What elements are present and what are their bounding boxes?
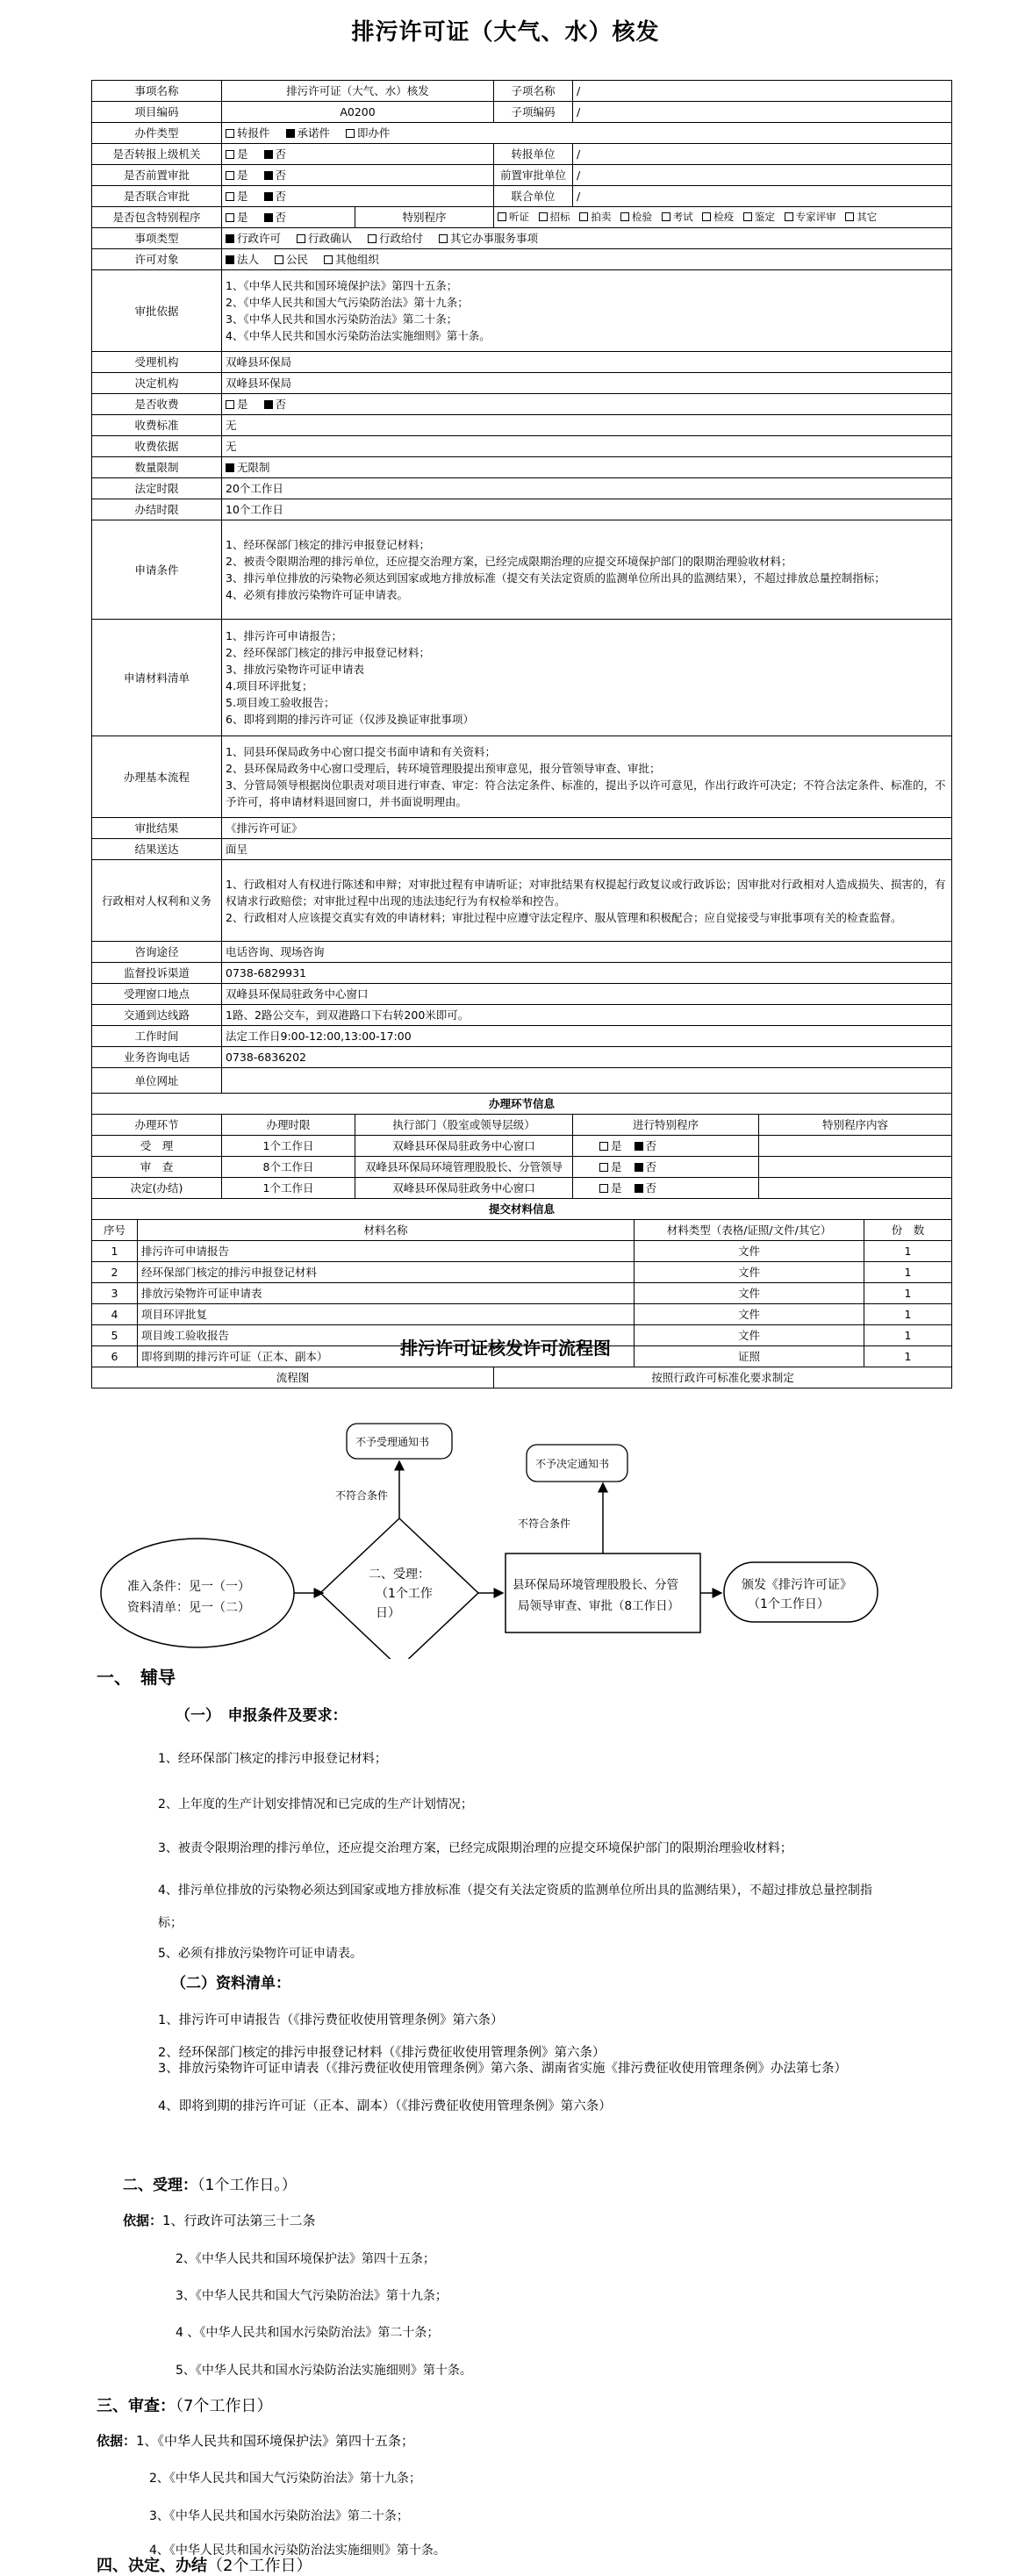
no-option[interactable]: 否 — [635, 1137, 657, 1154]
process-label: 办理基本流程 — [92, 736, 222, 818]
flowchart — [88, 1413, 930, 1659]
rights-label: 行政相对人权利和义务 — [92, 860, 222, 942]
flow-reject-decide-text: 不予决定通知书 — [535, 1458, 610, 1470]
quantity-label: 数量限制 — [92, 457, 222, 478]
checkbox-checked-icon — [264, 171, 273, 180]
transfer-options — [222, 144, 494, 165]
accept-time: （1个工作日。） — [197, 2177, 297, 2194]
flow-review-node — [506, 1553, 700, 1632]
special-option[interactable]: 其它 — [845, 209, 877, 226]
checkbox-icon — [368, 234, 376, 243]
flow-review-text: 局领导审查、审批（8工作日） — [518, 1599, 680, 1613]
delivery-label: 结果送达 — [92, 839, 222, 860]
target-option[interactable]: 公民 — [275, 251, 308, 268]
flow-accept-text: 日） — [376, 1606, 400, 1620]
consult: 电话咨询、现场咨询 — [222, 942, 952, 963]
guide-material: 1、排污许可申请报告（《排污费征收使用管理条例》第六条） — [158, 2013, 504, 2027]
flow-review-text: 县环保局环境管理股股长、分管 — [513, 1578, 678, 1592]
checkbox-icon — [599, 1184, 608, 1193]
quantity-option[interactable]: 无限制 — [226, 459, 270, 476]
guide-condition: 4、排污单位排放的污染物必须达到国家或地方排放标准（提交有关法定资质的监测单位所出具的监测结果），不超过排放总量控制指 — [158, 1884, 872, 1898]
basis-item: 4、《中华人民共和国水污染防治法实施细则》第十条。 — [149, 2544, 446, 2558]
basis-item: 5、《中华人民共和国水污染防治法实施细则》第十条。 — [176, 2364, 472, 2378]
checkbox-icon — [599, 1142, 608, 1151]
type-option-promise[interactable]: 承诺件 — [286, 125, 331, 141]
item-code: A0200 — [222, 102, 494, 123]
front-unit-label: 前置审批单位 — [494, 165, 573, 186]
materials-header: 材料名称 — [138, 1220, 635, 1241]
material-count: 1 — [864, 1241, 952, 1262]
type-option-transfer[interactable]: 转报件 — [226, 125, 270, 141]
steps-header: 进行特别程序 — [573, 1115, 759, 1136]
yes-option[interactable]: 是 — [226, 146, 248, 162]
material-no: 2 — [92, 1262, 138, 1283]
material-count: 1 — [864, 1325, 952, 1346]
guide-condition: 2、上年度的生产计划安排情况和已完成的生产计划情况； — [158, 1797, 473, 1812]
step-special-content — [759, 1157, 952, 1178]
fee-std-label: 收费标准 — [92, 415, 222, 436]
route: 1路、2路公交车，到双港路口下右转200米即可。 — [222, 1005, 952, 1026]
material-name: 排放污染物许可证申请表 — [138, 1283, 635, 1304]
flow-reject-accept-text: 不予受理通知书 — [355, 1436, 430, 1448]
material-name: 项目环评批复 — [138, 1304, 635, 1325]
delivery: 面呈 — [222, 839, 952, 860]
promise-limit: 10个工作日 — [222, 499, 952, 520]
type-options — [222, 123, 952, 144]
transfer-unit-label: 转报单位 — [494, 144, 573, 165]
site — [222, 1068, 952, 1094]
checkbox-checked-icon — [264, 192, 273, 201]
legal-limit-label: 法定时限 — [92, 478, 222, 499]
step-time: 1个工作日 — [222, 1136, 355, 1157]
front-label: 是否前置审批 — [92, 165, 222, 186]
decide-org-label: 决定机构 — [92, 373, 222, 394]
category-label: 事项类型 — [92, 228, 222, 249]
step-dept: 双峰县环保局驻政务中心窗口 — [355, 1136, 573, 1157]
material-type: 文件 — [635, 1283, 864, 1304]
promise-limit-label: 办结时限 — [92, 499, 222, 520]
fee-std: 无 — [222, 415, 952, 436]
sub-code-label: 子项编码 — [494, 102, 573, 123]
basis-item: 4 、《中华人民共和国水污染防治法》第二十条； — [176, 2326, 440, 2340]
checkbox-icon — [226, 129, 234, 138]
accept-heading-line — [123, 2172, 297, 2194]
sub-name-label: 子项名称 — [494, 81, 573, 102]
guide-heading: 一、 辅导 — [97, 1667, 176, 1688]
checkbox-checked-icon — [226, 255, 234, 264]
fee-options — [222, 394, 952, 415]
no-option[interactable]: 否 — [264, 146, 287, 162]
material-type: 文件 — [635, 1241, 864, 1262]
checkbox-icon — [539, 212, 548, 221]
decide-org: 双峰县环保局 — [222, 373, 952, 394]
type-option-instant[interactable]: 即办件 — [346, 125, 391, 141]
material-type: 文件 — [635, 1262, 864, 1283]
special-option[interactable]: 鉴定 — [743, 209, 775, 226]
basis-label: 审批依据 — [92, 270, 222, 352]
checkbox-icon — [702, 212, 711, 221]
item-name: 排污许可证（大气、水）核发 — [222, 81, 494, 102]
review-basis-line — [97, 2431, 414, 2450]
basis-item: 3、《中华人民共和国大气污染防治法》第十九条； — [176, 2289, 448, 2303]
steps-header: 办理环节 — [92, 1115, 222, 1136]
category-options — [222, 228, 952, 249]
review-heading: 三、审查： — [97, 2397, 176, 2415]
sub-name: / — [573, 81, 952, 102]
table-row — [92, 1262, 952, 1283]
category-option[interactable]: 行政确认 — [297, 230, 352, 247]
fee-basis-label: 收费依据 — [92, 436, 222, 457]
materials-header: 材料类型（表格/证照/文件/其它） — [635, 1220, 864, 1241]
material-name: 经环保部门核定的排污申报登记材料 — [138, 1262, 635, 1283]
checkbox-icon — [845, 212, 854, 221]
step-dept: 双峰县环保局驻政务中心窗口 — [355, 1178, 573, 1199]
checkbox-checked-icon — [226, 234, 234, 243]
basis-label: 依据： — [123, 2213, 163, 2228]
checkbox-checked-icon — [226, 463, 234, 472]
step-special — [573, 1136, 759, 1157]
step-name: 受 理 — [92, 1136, 222, 1157]
standard-note: 按照行政许可标准化要求制定 — [494, 1367, 952, 1388]
checkbox-icon — [620, 212, 629, 221]
special-option[interactable]: 检疫 — [702, 209, 734, 226]
guide-condition: 3、被责令限期治理的排污单位，还应提交治理方案，已经完成限期治理的应提交环境保护部门的限期治理验收材料； — [158, 1841, 792, 1855]
quantity-options — [222, 457, 952, 478]
special-option[interactable]: 听证 — [498, 209, 529, 226]
flow-issue-text: 颁发《排污许可证》 — [742, 1578, 852, 1592]
category-option[interactable]: 其它办事服务事项 — [439, 230, 538, 247]
basis-item: 1、《中华人民共和国环境保护法》第四十五条； — [136, 2433, 415, 2449]
material-name: 排污许可申请报告 — [138, 1241, 635, 1262]
decide-time: （2个工作日） — [207, 2557, 312, 2575]
special-prog-options — [494, 207, 952, 228]
steps-title: 办理环节信息 — [92, 1094, 952, 1115]
material-count: 1 — [864, 1283, 952, 1304]
checkbox-icon — [324, 255, 333, 264]
flow-start-text: 准入条件：见一（一） — [127, 1580, 250, 1594]
steps-header: 办理时限 — [222, 1115, 355, 1136]
yes-option[interactable]: 是 — [226, 396, 248, 413]
step-special — [573, 1157, 759, 1178]
basis-content: 1、《中华人民共和国环境保护法》第四十五条； 2、《中华人民共和国大气污染防治法》第十九条； 3、《中华人民共和国水污染防治法》第二十条； 4、《中华人民共和国水污染防治法实施细则》第十条。 — [222, 270, 952, 352]
flow-accept-text: （1个工作 — [376, 1587, 433, 1601]
flow-condition-text: 不符合条件 — [335, 1489, 389, 1502]
special-option[interactable]: 招标 — [539, 209, 570, 226]
no-option[interactable]: 否 — [635, 1180, 657, 1196]
materials-heading: （二）资料清单： — [171, 1975, 290, 1992]
checkbox-icon — [275, 255, 283, 264]
item-name-label: 事项名称 — [92, 81, 222, 102]
no-option[interactable]: 否 — [264, 188, 287, 205]
flow-condition-text: 不符合条件 — [518, 1518, 571, 1530]
checkbox-checked-icon — [635, 1184, 643, 1193]
accept-org: 双峰县环保局 — [222, 352, 952, 373]
window-label: 受理窗口地点 — [92, 984, 222, 1005]
table-row — [92, 1178, 952, 1199]
step-time: 8个工作日 — [222, 1157, 355, 1178]
material-no: 1 — [92, 1241, 138, 1262]
material-no: 6 — [92, 1346, 138, 1367]
yes-option[interactable]: 是 — [599, 1137, 622, 1154]
special-option[interactable]: 拍卖 — [579, 209, 611, 226]
material-type: 文件 — [635, 1304, 864, 1325]
review-heading-line — [97, 2393, 272, 2416]
conditions-content: 1、经环保部门核定的排污申报登记材料； 2、被责令限期治理的排污单位，还应提交治理方案，已经完成限期治理的应提交环境保护部门的限期治理验收材料； 3、排污单位排放的污染物必须达到国家或地方排放标准（提交有关法定资质的监测单位所出具的监测结果），不超过排放总量控制指标； 4、必须有排放污染物许可证申请表。 — [222, 520, 952, 620]
no-option[interactable]: 否 — [635, 1159, 657, 1175]
checkbox-icon — [498, 212, 506, 221]
process-content: 1、同县环保局政务中心窗口提交书面申请和有关资料； 2、县环保局政务中心窗口受理后，转环境管理股提出预审意见，报分管领导审查、审批； 3、分管局领导根据岗位职责对项目进行审查、审定：符合法定条件、标准的，提出予以许可意见，作出行政许可决定；不符合法定条件、标准的，不予许可，将申请材料退回窗口，并书面说明理由。 — [222, 736, 952, 818]
table-row — [92, 1283, 952, 1304]
checkbox-icon — [785, 212, 793, 221]
steps-header: 执行部门（股室或领导层级） — [355, 1115, 573, 1136]
material-name: 即将到期的排污许可证（正本、副本） — [138, 1346, 635, 1367]
type-label: 办件类型 — [92, 123, 222, 144]
guide-condition: 标； — [158, 1916, 183, 1930]
checkbox-icon — [599, 1163, 608, 1172]
flowchart-title: 排污许可证核发许可流程图 — [400, 1338, 611, 1359]
joint-unit-label: 联合单位 — [494, 186, 573, 207]
checkbox-checked-icon — [635, 1163, 643, 1172]
flow-issue-node — [724, 1562, 878, 1622]
target-label: 许可对象 — [92, 249, 222, 270]
guide-material: 3、排放污染物许可证申请表（《排污费征收使用管理条例》第六条、湖南省实施《排污费征收使用管理条例》办法第七条） — [158, 2062, 847, 2076]
conditions-label: 申请条件 — [92, 520, 222, 620]
accept-org-label: 受理机构 — [92, 352, 222, 373]
materials-label: 申请材料清单 — [92, 620, 222, 736]
special-option[interactable]: 专家评审 — [785, 209, 836, 226]
page-title: 排污许可证（大气、水）核发 — [351, 19, 660, 46]
checkbox-checked-icon — [264, 400, 273, 409]
phone: 0738-6836202 — [222, 1047, 952, 1068]
checkbox-icon — [297, 234, 305, 243]
step-special — [573, 1178, 759, 1199]
material-count: 1 — [864, 1304, 952, 1325]
checkbox-icon — [226, 192, 234, 201]
result-label: 审批结果 — [92, 818, 222, 839]
materials-header: 份 数 — [864, 1220, 952, 1241]
category-option[interactable]: 行政许可 — [226, 230, 281, 247]
checkbox-checked-icon — [264, 150, 273, 159]
step-special-content — [759, 1136, 952, 1157]
material-count: 1 — [864, 1346, 952, 1367]
materials-title: 提交材料信息 — [92, 1199, 952, 1220]
window: 双峰县环保局驻政务中心窗口 — [222, 984, 952, 1005]
phone-label: 业务咨询电话 — [92, 1047, 222, 1068]
transfer-unit: / — [573, 144, 952, 165]
basis-label: 依据： — [97, 2433, 137, 2449]
flow-accept-text: 二、受理： — [369, 1568, 430, 1582]
material-type: 文件 — [635, 1325, 864, 1346]
material-no: 3 — [92, 1283, 138, 1304]
joint-options — [222, 186, 494, 207]
joint-label: 是否联合审批 — [92, 186, 222, 207]
guide-material: 2、经环保部门核定的排污申报登记材料（《排污费征收使用管理条例》第六条） — [158, 2046, 606, 2060]
checkbox-checked-icon — [286, 129, 295, 138]
step-special-content — [759, 1178, 952, 1199]
step-dept: 双峰县环保局环境管理股股长、分管领导 — [355, 1157, 573, 1178]
category-option[interactable]: 行政给付 — [368, 230, 423, 247]
checkbox-icon — [226, 150, 234, 159]
checkbox-checked-icon — [264, 213, 273, 222]
complaint-label: 监督投诉渠道 — [92, 963, 222, 984]
table-row — [92, 1304, 952, 1325]
basis-item: 1、行政许可法第三十二条 — [162, 2213, 316, 2228]
front-options — [222, 165, 494, 186]
checkbox-icon — [579, 212, 588, 221]
sub-code: / — [573, 102, 952, 123]
yes-option[interactable]: 是 — [599, 1180, 622, 1196]
special-option[interactable]: 考试 — [662, 209, 693, 226]
material-count: 1 — [864, 1262, 952, 1283]
site-label: 单位网址 — [92, 1068, 222, 1094]
basis-item: 3、《中华人民共和国水污染防治法》第二十条； — [149, 2509, 409, 2523]
steps-header: 特别程序内容 — [759, 1115, 952, 1136]
material-type: 证照 — [635, 1346, 864, 1367]
checkbox-icon — [226, 400, 234, 409]
material-no: 4 — [92, 1304, 138, 1325]
no-option[interactable]: 否 — [264, 396, 287, 413]
consult-label: 咨询途径 — [92, 942, 222, 963]
item-code-label: 项目编码 — [92, 102, 222, 123]
checkbox-icon — [226, 213, 234, 222]
table-row — [92, 1157, 952, 1178]
checkbox-checked-icon — [635, 1142, 643, 1151]
decide-heading: 四、决定、办结 — [97, 2557, 207, 2575]
target-option[interactable]: 其他组织 — [324, 251, 379, 268]
front-unit: / — [573, 165, 952, 186]
decide-heading-line — [97, 2553, 312, 2576]
checkbox-icon — [743, 212, 752, 221]
flow-start-text: 资料清单：见一（二） — [127, 1601, 250, 1615]
no-option[interactable]: 否 — [264, 167, 287, 183]
rights-content: 1、行政相对人有权进行陈述和申辩；对审批过程有申请听证；对审批结果有权提起行政复议或行政诉讼；因审批对行政相对人造成损失、损害的，有权请求行政赔偿；对审批过程中出现的违法违纪行为有权检举和控告。 2、行政相对人应该提交真实有效的申请材料；审批过程中应遵守法定程序、服从管理和积极配合；应自觉接受与审批事项有关的检查监督。 — [222, 860, 952, 942]
info-table — [91, 80, 952, 1388]
table-row — [92, 1136, 952, 1157]
step-name: 审 查 — [92, 1157, 222, 1178]
checkbox-icon — [226, 171, 234, 180]
hours: 法定工作日9:00-12:00,13:00-17:00 — [222, 1026, 952, 1047]
material-no: 5 — [92, 1325, 138, 1346]
yes-option[interactable]: 是 — [226, 209, 248, 226]
target-options — [222, 249, 952, 270]
fee-label: 是否收费 — [92, 394, 222, 415]
yes-option[interactable]: 是 — [226, 167, 248, 183]
special-options — [222, 207, 355, 228]
step-name: 决定(办结) — [92, 1178, 222, 1199]
checkbox-icon — [439, 234, 448, 243]
flowchart-label: 流程图 — [92, 1367, 494, 1388]
flow-issue-text: （1个工作日） — [748, 1597, 829, 1611]
special-prog-label: 特别程序 — [355, 207, 494, 228]
materials-header: 序号 — [92, 1220, 138, 1241]
accept-basis-line — [123, 2211, 316, 2229]
step-time: 1个工作日 — [222, 1178, 355, 1199]
special-option[interactable]: 检验 — [620, 209, 652, 226]
guide-condition: 5、必须有排放污染物许可证申请表。 — [158, 1947, 362, 1961]
transfer-label: 是否转报上级机关 — [92, 144, 222, 165]
checkbox-icon — [346, 129, 355, 138]
yes-option[interactable]: 是 — [226, 188, 248, 205]
hours-label: 工作时间 — [92, 1026, 222, 1047]
table-row — [92, 1241, 952, 1262]
review-time: （7个工作日） — [176, 2397, 273, 2415]
complaint: 0738-6829931 — [222, 963, 952, 984]
fee-basis: 无 — [222, 436, 952, 457]
basis-item: 2、《中华人民共和国大气污染防治法》第十九条； — [149, 2472, 421, 2486]
material-name: 项目竣工验收报告 — [138, 1325, 635, 1346]
checkbox-icon — [662, 212, 670, 221]
special-label: 是否包含特别程序 — [92, 207, 222, 228]
guide-material: 4、即将到期的排污许可证（正本、副本）（《排污费征收使用管理条例》第六条） — [158, 2099, 612, 2113]
conditions-heading: （一） 申报条件及要求： — [176, 1707, 348, 1725]
guide-condition: 1、经环保部门核定的排污申报登记材料； — [158, 1752, 387, 1766]
result: 《排污许可证》 — [222, 818, 952, 839]
legal-limit: 20个工作日 — [222, 478, 952, 499]
no-option[interactable]: 否 — [264, 209, 287, 226]
yes-option[interactable]: 是 — [599, 1159, 622, 1175]
joint-unit: / — [573, 186, 952, 207]
materials-content: 1、排污许可申请报告； 2、经环保部门核定的排污申报登记材料； 3、排放污染物许可证申请表 4.项目环评批复； 5.项目竣工验收报告； 6、即将到期的排污许可证（仅涉及换证审批事项） — [222, 620, 952, 736]
route-label: 交通到达线路 — [92, 1005, 222, 1026]
accept-heading: 二、受理： — [123, 2177, 197, 2194]
target-option[interactable]: 法人 — [226, 251, 259, 268]
basis-item: 2、《中华人民共和国环境保护法》第四十五条； — [176, 2252, 435, 2266]
